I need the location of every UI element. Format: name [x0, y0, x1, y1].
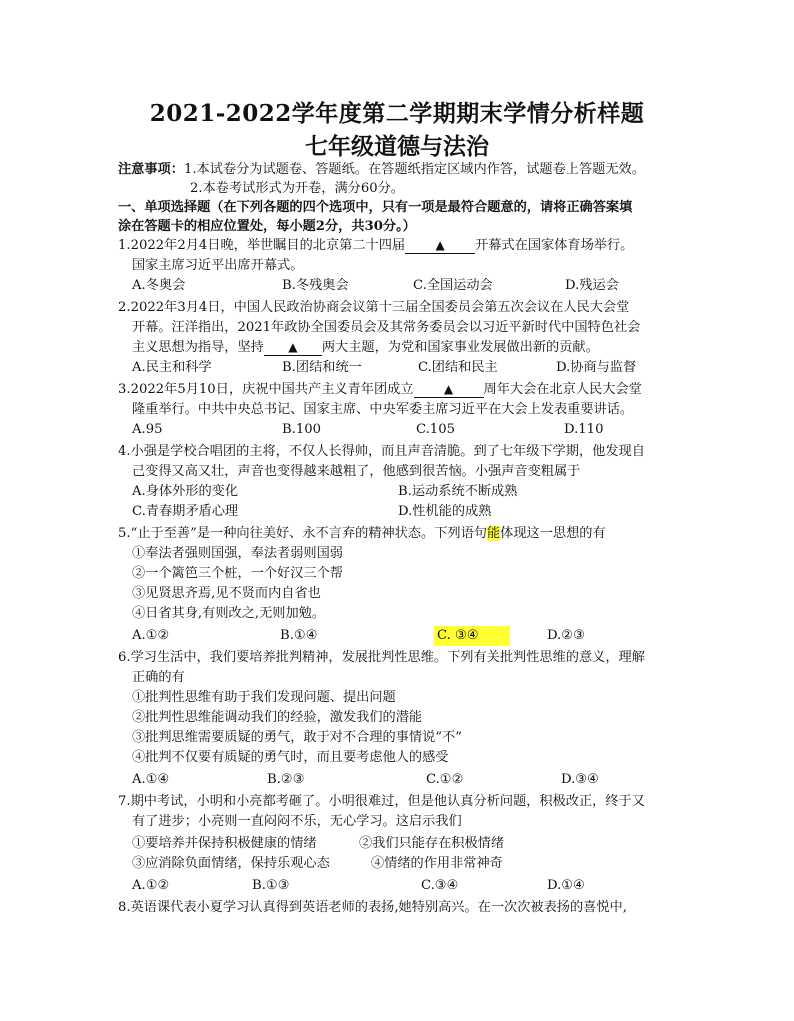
- question-1-line-2: 国家主席习近平出席开幕式。: [132, 258, 304, 273]
- option-c: C.①②: [426, 772, 464, 787]
- question-6-line-1: 6.学习生活中，我们要培养批判精神，发展批判性思维。下列有关批判性思维的意义，理解: [118, 650, 645, 665]
- option-d: D.②③: [547, 628, 585, 643]
- question-2-line-1: 2.2022年3月4日，中国人民政治协商会议第十三届全国委员会第五次会议在人民大会堂: [118, 300, 630, 315]
- question-6-item-2: ②批判性思维能调动我们的经验，激发我们的潜能: [132, 710, 423, 725]
- option-d: D.③④: [561, 772, 599, 787]
- option-c: C.青春期矛盾心理: [132, 504, 239, 519]
- option-c: C.105: [416, 422, 455, 437]
- option-c: C.全国运动会: [413, 278, 493, 293]
- option-b: B.②③: [267, 772, 305, 787]
- question-5-line-1: [118, 524, 606, 544]
- triangle-icon: ▲: [288, 340, 298, 354]
- exam-subtitle: 七年级道德与法治: [305, 133, 489, 160]
- question-5-item-4: ④日省其身,有则改之,无则加勉。: [132, 606, 326, 621]
- question-8-line-1: 8.英语课代表小夏学习认真得到英语老师的表扬,她特别高兴。在一次次被表扬的喜悦中,: [118, 900, 627, 915]
- answer-blank: [264, 340, 322, 356]
- question-6-item-1: ①批判性思维有助于我们发现问题、提出问题: [132, 690, 396, 705]
- notes-label: 注意事项：: [118, 162, 184, 177]
- option-b: B.①③: [252, 878, 290, 893]
- option-d: D.协商与监督: [556, 360, 637, 375]
- notes-item-2: 2.本卷考试形式为开卷，满分60分。: [190, 181, 404, 196]
- notes-item-1: 1.本试卷分为试题卷、答题纸。在答题纸指定区域内作答，试题卷上答题无效。: [183, 162, 645, 177]
- question-7-line-1: 7.期中考试，小明和小亮都考砸了。小明很难过，但是他认真分析问题，积极改正，终于又: [118, 794, 645, 809]
- question-7-item-4: ④情绪的作用非常神奇: [371, 856, 503, 871]
- question-7-item-2: ②我们只能存在积极情绪: [359, 836, 505, 851]
- option-c-highlighted: C. ③④: [434, 626, 510, 646]
- option-d: D.残运会: [565, 278, 619, 293]
- notes-line-1: [118, 160, 645, 180]
- option-b: B.100: [282, 422, 322, 437]
- option-c: C.团结和民主: [418, 360, 498, 375]
- option-d: D.110: [564, 422, 604, 437]
- option-a: A.①②: [132, 628, 170, 643]
- triangle-icon: ▲: [435, 238, 445, 252]
- question-1-line-1: [118, 236, 633, 256]
- option-d: D.①④: [547, 878, 585, 893]
- option-b: B.运动系统不断成熟: [398, 484, 518, 499]
- question-3-text-a: 3.2022年5月10日，庆祝中国共产主义青年团成立: [118, 382, 414, 397]
- question-2-line-3: [132, 338, 599, 358]
- answer-blank: [414, 382, 484, 398]
- option-b: B.团结和统一: [282, 360, 362, 375]
- question-3-text-b: 周年大会在北京人民大会堂: [483, 382, 642, 397]
- question-3-line-2: 隆重举行。中共中央总书记、国家主席、中央军委主席习近平在大会上发表重要讲话。: [132, 402, 634, 417]
- section-heading-line-2: 涂在答题卡的相应位置处，每小题2分，共30分。）: [118, 219, 416, 234]
- triangle-icon: ▲: [443, 382, 454, 396]
- option-a: A.民主和科学: [132, 360, 212, 375]
- question-7-line-2: 有了进步；小亮则一直闷闷不乐，无心学习。这启示我们: [132, 814, 462, 829]
- question-7-item-3: ③应消除负面情绪，保持乐观心态: [132, 856, 330, 871]
- question-2-text-b: 两大主题，为党和国家事业发展做出新的贡献。: [321, 340, 599, 355]
- question-1-text-b: 开幕式在国家体育场举行。: [475, 238, 634, 253]
- question-6-line-2: 正确的有: [132, 670, 185, 685]
- question-4-line-2: 己变得又高又壮，声音也变得越来越粗了，他感到很苦恼。小强声音变粗属于: [132, 464, 581, 479]
- option-a: A.冬奥会: [132, 278, 186, 293]
- question-7-item-1: ①要培养并保持积极健康的情绪: [132, 836, 317, 851]
- section-heading-line-1: 一、单项选择题（在下列各题的四个选项中，只有一项是最符合题意的，请将正确答案填: [118, 200, 633, 215]
- option-b: B.冬残奥会: [282, 278, 349, 293]
- option-a: A.身体外形的变化: [132, 484, 239, 499]
- question-5-text-b: 体现这一思想的有: [500, 526, 606, 541]
- question-4-line-1: 4.小强是学校合唱团的主将，不仅人长得帅，而且声音清脆。到了七年级下学期，他发现自: [118, 444, 645, 459]
- exam-title: 2021-2022学年度第二学期期末学情分析样题: [149, 100, 645, 127]
- option-c: C.③④: [421, 878, 459, 893]
- option-a: A.①②: [132, 878, 170, 893]
- option-a: A.95: [132, 422, 163, 437]
- question-5-item-1: ①奉法者强则国强，奉法者弱则国弱: [132, 546, 343, 561]
- question-6-item-4: ④批判不仅要有质疑的勇气时，而且要考虑他人的感受: [132, 750, 449, 765]
- highlighted-word: 能: [486, 526, 501, 541]
- option-d: D.性机能的成熟: [398, 504, 492, 519]
- question-5-item-2: ②一个篱笆三个桩，一个好汉三个帮: [132, 566, 343, 581]
- question-3-line-1: [118, 380, 642, 400]
- question-2-line-2: 开幕。汪洋指出，2021年政协全国委员会及其常务委员会以习近平新时代中国特色社会: [132, 320, 641, 335]
- question-5-item-3: ③见贤思齐焉,见不贤而内自省也: [132, 586, 321, 601]
- question-6-item-3: ③批判思维需要质疑的勇气，敢于对不合理的事情说“不”: [132, 730, 462, 745]
- question-1-text-a: 1.2022年2月4日晚，举世瞩目的北京第二十四届: [118, 238, 406, 253]
- option-a: A.①④: [132, 772, 170, 787]
- option-b: B.①④: [280, 628, 318, 643]
- question-2-text-a: 主义思想为指导，坚持: [132, 340, 264, 355]
- question-5-text-a: 5.“止于至善”是一种向往美好、永不言弃的精神状态。下列语句: [118, 526, 487, 541]
- answer-blank: [405, 238, 475, 254]
